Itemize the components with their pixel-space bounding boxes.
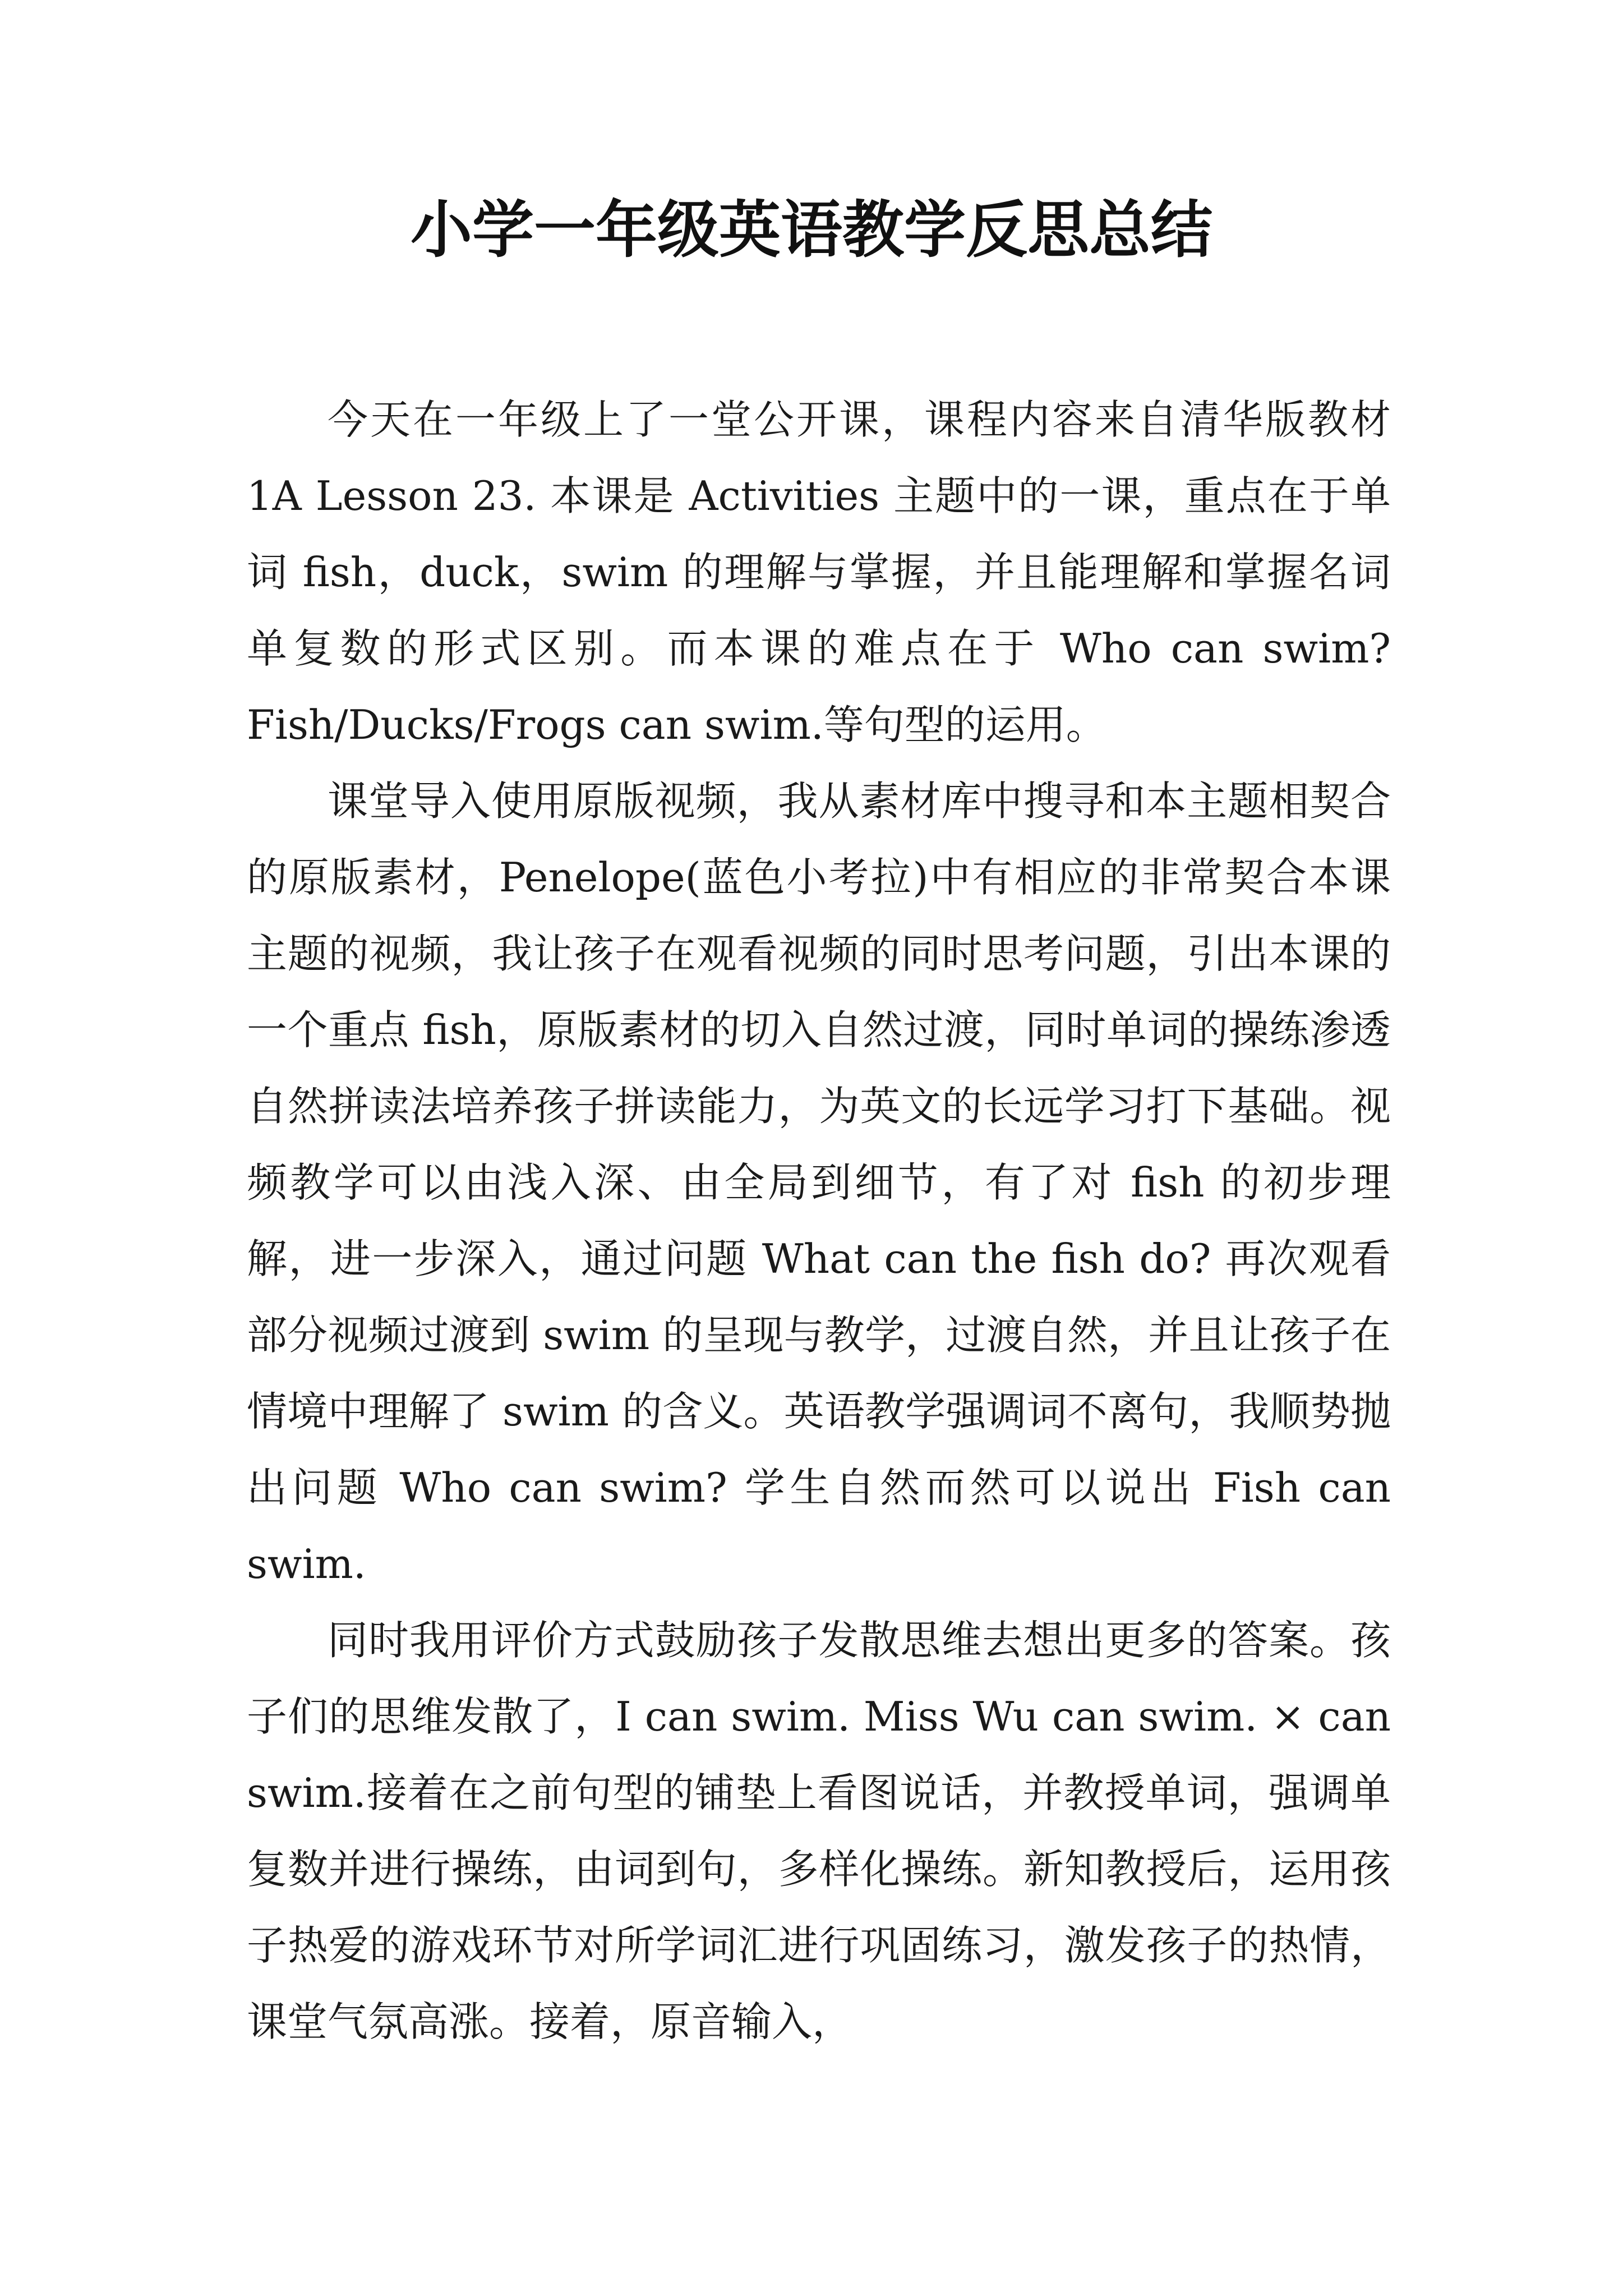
document-title: 小学一年级英语教学反思总结 <box>411 194 1212 266</box>
paragraph-2: 课堂导入使用原版视频，我从素材库中搜寻和本主题相契合的原版素材，Penelope(蓝色小考拉)中有相应的非常契合本课主题的视频，我让孩子在观看视频的同时思考问题，引出本课的一个重点 fish，原版素材的切入自然过渡，同时单词的操练渗透自然拼读法培养孩子拼读能力，为英文的长远学习打下基础。视频教学可以由浅入深、由全局到细节，有了对 fish 的初步理解，进一步深入，通过问题 What can the fish do? 再次观看部分视频过渡到 swim 的呈现与教学，过渡自然，并且让孩子在情境中理解了 swim 的含义。英语教学强调词不离句，我顺势抛出问题 Who can swim? 学生自然而然可以说出 Fish can swim. <box>247 777 1391 1588</box>
document-body <box>247 381 1391 2060</box>
paragraph-3: 同时我用评价方式鼓励孩子发散思维去想出更多的答案。孩子们的思维发散了，I can swim. Miss Wu can swim. × can swim.接着在之前句型的铺垫上看图说话，并教授单词，强调单复数并进行操练，由词到句，多样化操练。新知教授后，运用孩子热爱的游戏环节对所学词汇进行巩固练习，激发孩子的热情，课堂气氛高涨。接着，原音输入， <box>247 1617 1391 2045</box>
paragraph-1: 今天在一年级上了一堂公开课，课程内容来自清华版教材 1A Lesson 23. 本课是 Activities 主题中的一课，重点在于单词 fish，duck，swim 的理解与掌握，并且能理解和掌握名词单复数的形式区别。而本课的难点在于 Who can swim? Fish/Ducks/Frogs can swim.等句型的运用。 <box>247 396 1391 748</box>
